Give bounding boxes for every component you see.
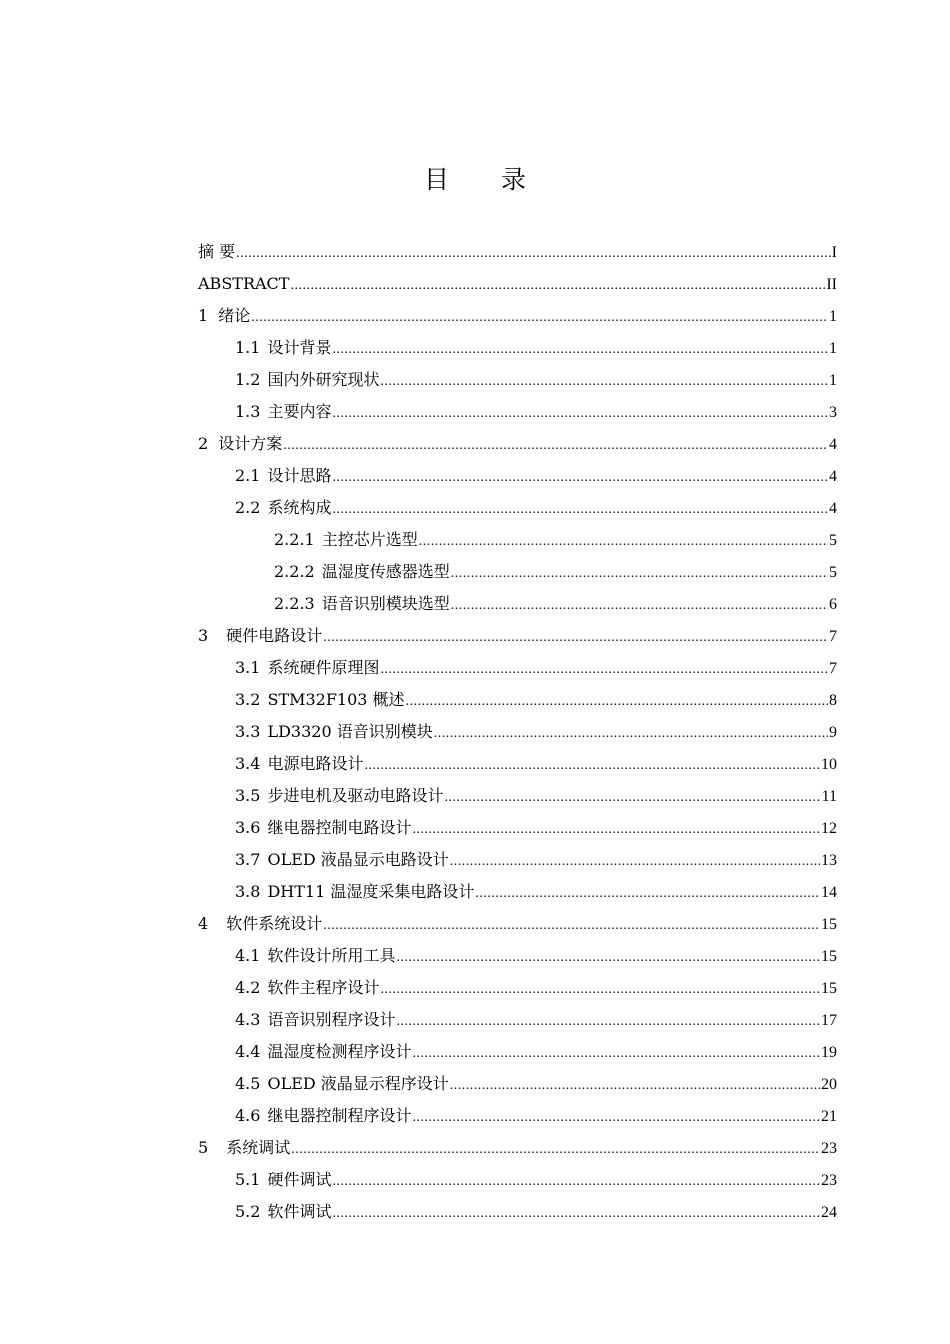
toc-entry-page: 24 (821, 1204, 837, 1221)
toc-entry-page: 1 (829, 308, 837, 325)
toc-entry[interactable] (198, 364, 837, 396)
toc-entry-page: 11 (821, 788, 837, 805)
toc-dot-leader (323, 622, 828, 654)
toc-entry-number: 2.2.2 (274, 562, 315, 581)
toc-entry-number: 3.8 (235, 882, 261, 901)
toc-dot-leader (332, 462, 828, 494)
toc-dot-leader (444, 782, 820, 814)
toc-entry-page: 17 (821, 1012, 837, 1029)
toc-entry-title: 软件系统设计 (226, 914, 323, 933)
toc-entry-page: 3 (829, 404, 837, 421)
toc-entry-page: 4 (829, 500, 837, 517)
toc-entry[interactable] (198, 588, 837, 620)
toc-entry-title: 设计方案 (218, 434, 283, 453)
toc-dot-leader (406, 686, 828, 718)
toc-entry-number: 3 (198, 626, 209, 645)
toc-entry[interactable] (198, 652, 837, 684)
toc-entry-page: 23 (821, 1172, 837, 1189)
toc-entry-title: 设计思路 (267, 466, 332, 485)
toc-dot-leader (451, 590, 828, 622)
toc-entry-title: 软件主程序设计 (267, 978, 380, 997)
toc-entry-number: 5.1 (235, 1170, 261, 1189)
toc-dot-leader (451, 558, 828, 590)
toc-entry[interactable] (198, 556, 837, 588)
toc-entry[interactable] (198, 268, 837, 300)
toc-entry-title: 语音识别程序设计 (267, 1010, 396, 1029)
toc-entry-title: OLED 液晶显示程序设计 (267, 1074, 449, 1093)
toc-entry[interactable] (198, 620, 837, 652)
toc-entry-title: 系统硬件原理图 (267, 658, 380, 677)
toc-entry[interactable] (198, 332, 837, 364)
toc-dot-leader (364, 750, 820, 782)
toc-entry-number: 3.7 (235, 850, 261, 869)
toc-dot-leader (412, 1038, 820, 1070)
toc-entry-title: 继电器控制程序设计 (267, 1106, 412, 1125)
toc-entry[interactable] (198, 972, 837, 1004)
toc-dot-leader (419, 526, 828, 558)
toc-entry[interactable] (198, 684, 837, 716)
toc-entry[interactable] (198, 844, 837, 876)
toc-entry-number: 1 (198, 306, 209, 325)
toc-entry-page: 14 (821, 884, 837, 901)
toc-entry-page: 13 (821, 852, 837, 869)
toc-entry-number: 2.1 (235, 466, 261, 485)
toc-entry-page: II (826, 276, 837, 293)
toc-dot-leader (380, 974, 820, 1006)
toc-dot-leader (380, 654, 828, 686)
toc-entry[interactable] (198, 460, 837, 492)
toc-dot-leader (380, 366, 828, 398)
toc-entry[interactable] (198, 716, 837, 748)
toc-entry-title: 硬件调试 (267, 1170, 332, 1189)
toc-entry-title: 主控芯片选型 (321, 530, 418, 549)
toc-dot-leader (290, 270, 825, 302)
toc-dot-leader (412, 814, 820, 846)
toc-entry-page: 10 (821, 756, 837, 773)
toc-entry-number: 3.5 (235, 786, 261, 805)
toc-entry[interactable] (198, 524, 837, 556)
toc-dot-leader (332, 1166, 820, 1198)
toc-entry-page: 23 (821, 1140, 837, 1157)
toc-dot-leader (450, 846, 820, 878)
toc-entry-title: 摘 要 (198, 242, 236, 261)
toc-entry[interactable] (198, 1196, 837, 1228)
toc-entry[interactable] (198, 1068, 837, 1100)
toc-entry-page: 8 (829, 692, 837, 709)
toc-dot-leader (396, 1006, 820, 1038)
toc-entry-number: 2.2 (235, 498, 261, 517)
toc-dot-leader (434, 718, 828, 750)
toc-entry-page: 5 (829, 564, 837, 581)
toc-entry-page: I (831, 244, 837, 261)
toc-entry-title: 硬件电路设计 (226, 626, 323, 645)
toc-entry[interactable] (198, 1004, 837, 1036)
toc-dot-leader (475, 878, 820, 910)
toc-dot-leader (323, 910, 820, 942)
toc-entry[interactable] (198, 396, 837, 428)
table-of-contents (198, 236, 837, 1228)
toc-entry-number: 3.3 (235, 722, 261, 741)
toc-entry-number: 3.2 (235, 690, 261, 709)
toc-entry[interactable] (198, 1164, 837, 1196)
toc-entry[interactable] (198, 428, 837, 460)
toc-entry-number: 1.2 (235, 370, 261, 389)
toc-entry-title: LD3320 语音识别模块 (267, 722, 433, 741)
toc-entry-page: 15 (821, 948, 837, 965)
toc-entry-number: 4.6 (235, 1106, 261, 1125)
toc-entry-title: 系统调试 (226, 1138, 291, 1157)
toc-entry-number: 5 (198, 1138, 209, 1157)
toc-entry-title: 软件调试 (267, 1202, 332, 1221)
toc-entry-number: 4.1 (235, 946, 261, 965)
toc-entry-page: 9 (829, 724, 837, 741)
toc-entry-title: STM32F103 概述 (267, 690, 405, 709)
toc-entry-number: 4.3 (235, 1010, 261, 1029)
toc-entry-title: 步进电机及驱动电路设计 (267, 786, 444, 805)
toc-entry-page: 4 (829, 436, 837, 453)
toc-entry-page: 1 (829, 340, 837, 357)
toc-entry[interactable] (198, 748, 837, 780)
toc-entry[interactable] (198, 1036, 837, 1068)
toc-entry-number: 4.2 (235, 978, 261, 997)
toc-entry-title: DHT11 温湿度采集电路设计 (267, 882, 475, 901)
toc-entry-title: ABSTRACT (198, 274, 290, 293)
toc-entry-title: 语音识别模块选型 (321, 594, 450, 613)
toc-entry-number: 3.6 (235, 818, 261, 837)
toc-entry-number: 2 (198, 434, 209, 453)
toc-dot-leader (251, 302, 828, 334)
toc-entry-title: 国内外研究现状 (267, 370, 380, 389)
toc-entry-number: 4.5 (235, 1074, 261, 1093)
toc-entry-title: OLED 液晶显示电路设计 (267, 850, 449, 869)
toc-entry-page: 5 (829, 532, 837, 549)
toc-title: 目 录 (424, 165, 548, 194)
toc-entry-number: 1.3 (235, 402, 261, 421)
toc-entry[interactable] (198, 812, 837, 844)
toc-entry[interactable] (198, 780, 837, 812)
toc-dot-leader (332, 334, 828, 366)
toc-entry[interactable] (198, 300, 837, 332)
toc-entry-title: 继电器控制电路设计 (267, 818, 412, 837)
toc-dot-leader (412, 1102, 820, 1134)
toc-entry-page: 15 (821, 916, 837, 933)
toc-entry-number: 3.4 (235, 754, 261, 773)
toc-entry[interactable] (198, 876, 837, 908)
toc-dot-leader (332, 494, 828, 526)
toc-entry[interactable] (198, 940, 837, 972)
toc-entry-page: 12 (821, 820, 837, 837)
toc-entry-title: 系统构成 (267, 498, 332, 517)
toc-entry-title: 设计背景 (267, 338, 332, 357)
toc-entry-number: 1.1 (235, 338, 261, 357)
toc-entry-page: 19 (821, 1044, 837, 1061)
toc-entry-page: 21 (821, 1108, 837, 1125)
toc-dot-leader (291, 1134, 820, 1166)
toc-entry-title: 电源电路设计 (267, 754, 364, 773)
toc-dot-leader (396, 942, 820, 974)
toc-entry[interactable] (198, 236, 837, 268)
toc-entry-number: 4.4 (235, 1042, 261, 1061)
toc-entry-page: 1 (829, 372, 837, 389)
toc-entry-title: 软件设计所用工具 (267, 946, 396, 965)
toc-entry-page: 7 (829, 660, 837, 677)
toc-dot-leader (332, 1198, 820, 1230)
toc-dot-leader (332, 398, 828, 430)
toc-entry[interactable] (198, 1100, 837, 1132)
toc-entry-number: 4 (198, 914, 209, 933)
toc-entry-page: 4 (829, 468, 837, 485)
toc-dot-leader (283, 430, 828, 462)
toc-entry-number: 5.2 (235, 1202, 261, 1221)
toc-entry-number: 2.2.3 (274, 594, 315, 613)
toc-entry-number: 3.1 (235, 658, 261, 677)
toc-entry-page: 20 (821, 1076, 837, 1093)
toc-dot-leader (236, 238, 831, 270)
toc-entry-page: 7 (829, 628, 837, 645)
toc-entry-title: 主要内容 (267, 402, 332, 421)
toc-dot-leader (450, 1070, 820, 1102)
toc-entry[interactable] (198, 492, 837, 524)
toc-entry[interactable] (198, 1132, 837, 1164)
toc-entry-title: 温湿度传感器选型 (321, 562, 450, 581)
toc-entry-number: 2.2.1 (274, 530, 315, 549)
toc-entry[interactable] (198, 908, 837, 940)
toc-entry-title: 绪论 (218, 306, 251, 325)
toc-entry-page: 6 (829, 596, 837, 613)
toc-entry-title: 温湿度检测程序设计 (267, 1042, 412, 1061)
toc-entry-page: 15 (821, 980, 837, 997)
